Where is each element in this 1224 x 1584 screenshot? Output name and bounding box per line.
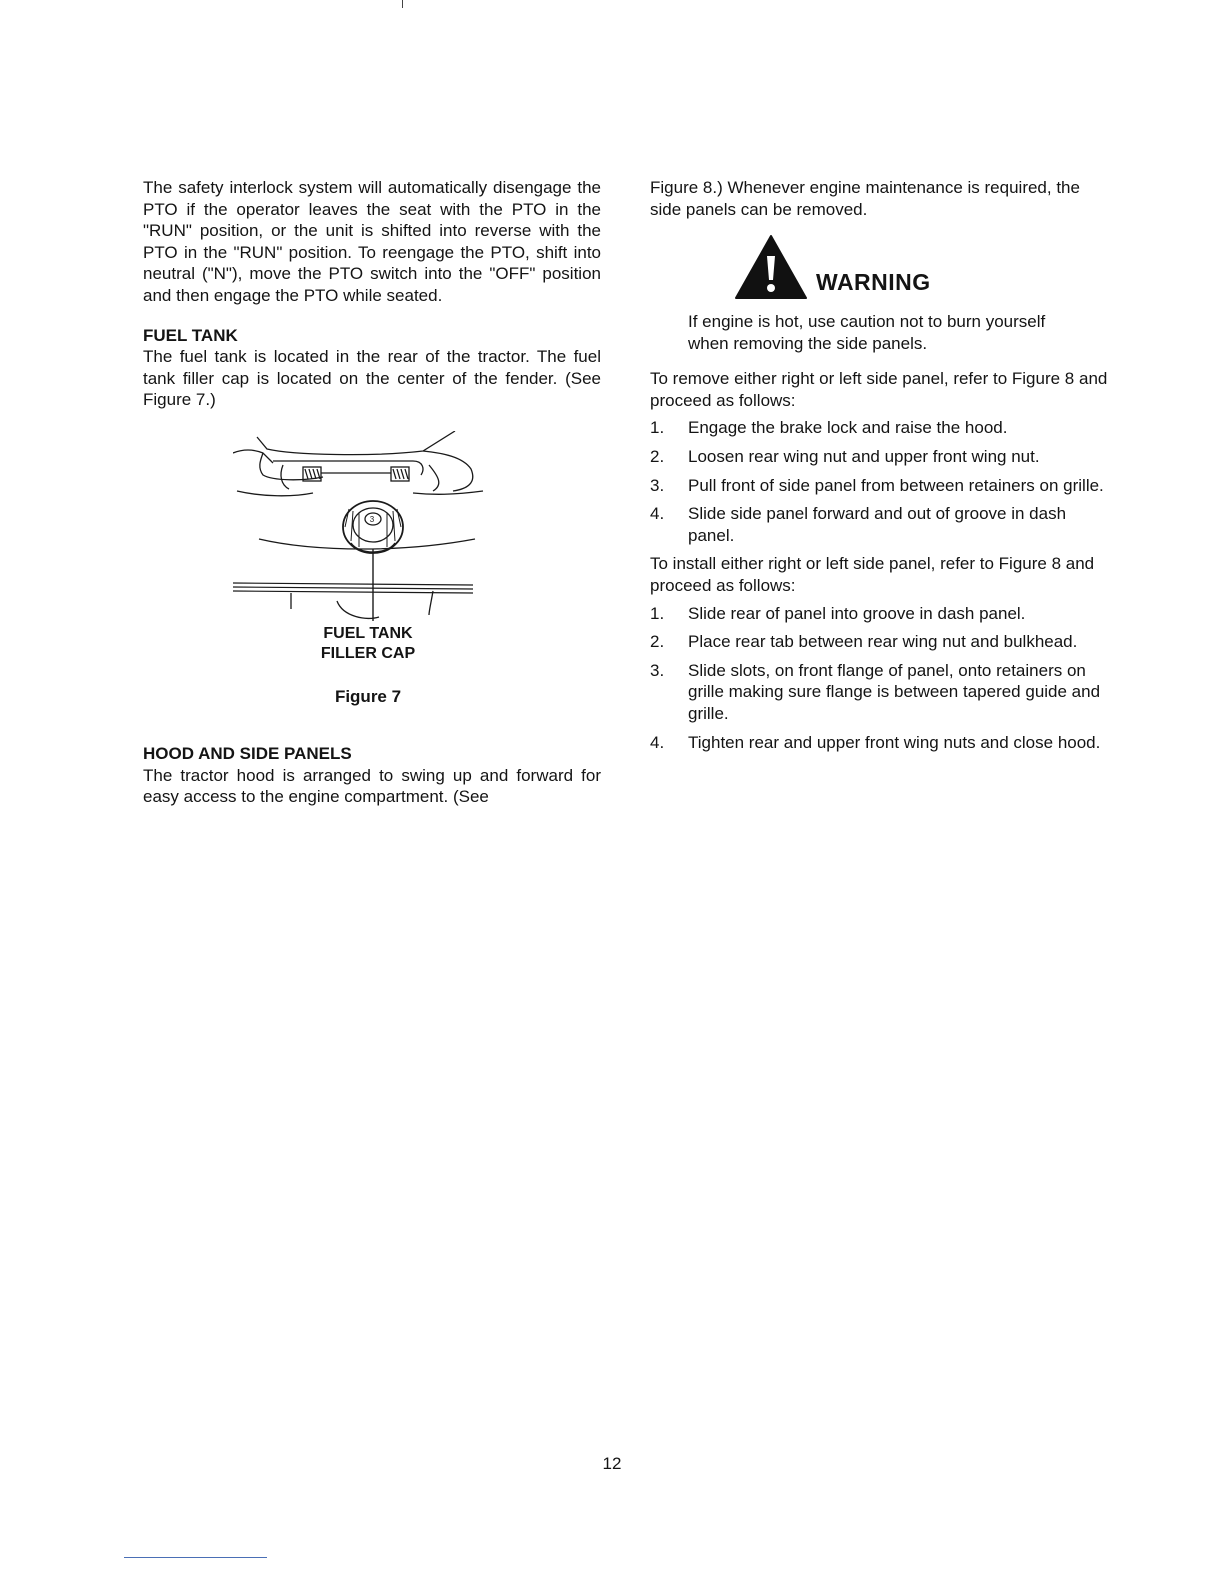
cap-digit: 3 <box>369 514 375 524</box>
step-number: 2. <box>650 632 665 652</box>
step-text: Slide slots, on front flange of panel, onto retainers on grille making sure flange is between tapered guide and grille. <box>688 660 1101 723</box>
continuation-paragraph: Figure 8.) Whenever engine maintenance is required, the side panels can be removed. <box>650 178 1080 219</box>
install-steps-list <box>650 603 1110 754</box>
step-text: Engage the brake lock and raise the hood. <box>688 418 1008 438</box>
hood-paragraph: The tractor hood is arranged to swing up and forward for easy access to the engine compartment. (See <box>143 765 601 807</box>
fuel-cap-illustration <box>233 431 513 621</box>
figure-7-caption: Figure 7 <box>334 686 402 706</box>
step-text: Tighten rear and upper front wing nuts and close hood. <box>688 732 1101 752</box>
warning-box <box>650 230 1110 368</box>
figure-label-line-1: FUEL TANK <box>323 624 413 642</box>
figure-7 <box>143 431 601 743</box>
right-column <box>650 177 1110 760</box>
list-item <box>650 503 1110 546</box>
step-number: 1. <box>650 418 665 438</box>
step-text: Slide rear of panel into groove in dash panel. <box>688 603 1026 623</box>
install-intro: To install either right or left side panel, refer to Figure 8 and proceed as follows: <box>650 554 1095 595</box>
step-text: Pull front of side panel from between retainers on grille. <box>688 475 1104 495</box>
scan-mark <box>402 0 403 8</box>
step-number: 4. <box>650 504 665 524</box>
step-number: 2. <box>650 446 665 466</box>
interlock-paragraph: The safety interlock system will automatically disengage the PTO if the operator leaves the seat with the PTO in the "RUN" position, or the unit is shifted into reverse with the PTO in the "RUN" position. To reengage the PTO, shift into neutral ("N"), move the PTO switch into the "OFF" position and then engage the PTO while seated. <box>143 178 601 305</box>
step-number: 3. <box>650 660 665 680</box>
warning-triangle-icon <box>734 234 808 300</box>
fuel-tank-filler-cap-label <box>293 624 443 664</box>
list-item <box>650 732 1110 754</box>
fuel-tank-paragraph: The fuel tank is located in the rear of the tractor. The fuel tank filler cap is located on the center of the fender. (See Figure 7.) <box>143 347 601 410</box>
footer-rule <box>124 1557 267 1558</box>
step-number: 4. <box>650 732 665 752</box>
remove-steps-list <box>650 417 1110 546</box>
step-text: Loosen rear wing nut and upper front wing nut. <box>688 446 1040 466</box>
warning-title: WARNING <box>816 269 931 296</box>
fuel-tank-heading: FUEL TANK <box>143 325 238 345</box>
warning-text: If engine is hot, use caution not to burn yourself when removing the side panels. <box>688 312 1046 354</box>
remove-intro: To remove either right or left side panel, refer to Figure 8 and proceed as follows: <box>650 369 1108 410</box>
list-item <box>650 603 1110 625</box>
list-item <box>650 631 1110 653</box>
step-number: 1. <box>650 603 665 623</box>
step-text: Place rear tab between rear wing nut and bulkhead. <box>688 632 1078 652</box>
list-item <box>650 446 1110 468</box>
step-text: Slide side panel forward and out of groove in dash panel. <box>688 504 1067 545</box>
list-item <box>650 660 1110 725</box>
step-number: 3. <box>650 475 665 495</box>
list-item <box>650 475 1110 497</box>
left-column <box>143 177 601 808</box>
page-number: 12 <box>602 1454 622 1473</box>
list-item <box>650 417 1110 439</box>
hood-side-panels-heading: HOOD AND SIDE PANELS <box>143 743 352 763</box>
figure-label-line-2: FILLER CAP <box>320 644 416 662</box>
